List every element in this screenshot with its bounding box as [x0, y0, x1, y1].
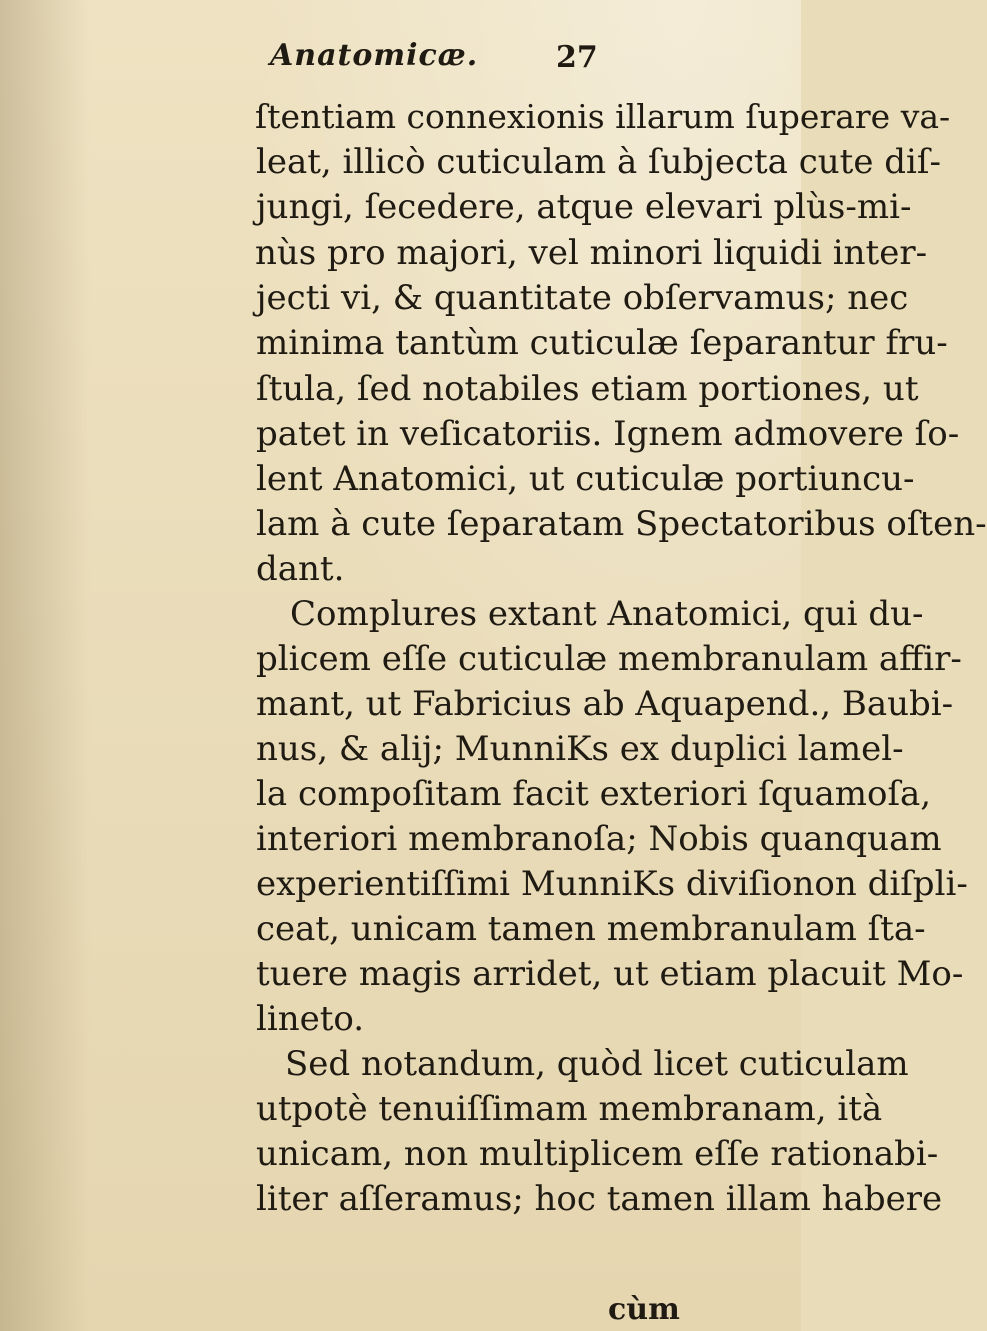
text-line: plicem eſſe cuticulæ membranulam affir- [256, 639, 962, 679]
text-line: patet in veſicatoriis. Ignem admovere ſo- [256, 414, 960, 454]
text-line: la compoſitam facit exteriori ſquamoſa, [256, 774, 932, 814]
text-line: nùs pro majori, vel minori liquidi inter- [255, 233, 928, 273]
text-line: lam à cute ſeparatam Spectatoribus oſten- [256, 504, 987, 544]
text-line: minima tantùm cuticulæ ſeparantur fru- [256, 323, 948, 363]
text-line: jecti vi, & quantitate obſervamus; nec [256, 278, 909, 318]
text-line: ſtula, ſed notabiles etiam portiones, ut [256, 369, 919, 409]
text-line: experientiſſimi MunniKs diviſionon diſpli- [256, 864, 968, 904]
text-line: ſtentiam connexionis illarum ſuperare va- [255, 97, 951, 136]
text-line: lineto. [256, 999, 365, 1039]
text-line: nus, & alij; MunniKs ex duplici lamel- [256, 729, 904, 769]
text-line: leat, illicò cuticulam à ſubjecta cute diſ- [256, 142, 941, 182]
text-line: interiori membranoſa; Nobis quanquam [256, 819, 942, 859]
text-line: dant. [256, 549, 345, 589]
text-line: lent Anatomici, ut cuticulæ portiuncu- [256, 459, 915, 499]
text-line: jungi, ſecedere, atque elevari plùs-mi- [256, 187, 912, 227]
text-line: ceat, unicam tamen membranulam ſta- [256, 909, 926, 949]
page-number: 27 [556, 40, 598, 75]
text-line: utpotè tenuiſſimam membranam, ità [256, 1089, 883, 1129]
page-gutter-shadow [0, 0, 90, 1331]
running-header: Anatomicæ. [270, 38, 479, 73]
text-line: unicam, non multiplicem eſſe rationabi- [256, 1134, 939, 1174]
text-line: mant, ut Fabricius ab Aquapend., Baubi- [256, 684, 954, 724]
text-line: Complures extant Anatomici, qui du- [290, 594, 924, 634]
text-line: liter aſſeramus; hoc tamen illam habere [256, 1179, 943, 1219]
text-line: tuere magis arridet, ut etiam placuit Mo- [256, 954, 964, 994]
text-line: Sed notandum, quòd licet cuticulam [285, 1044, 909, 1084]
catchword: cùm [608, 1292, 680, 1327]
